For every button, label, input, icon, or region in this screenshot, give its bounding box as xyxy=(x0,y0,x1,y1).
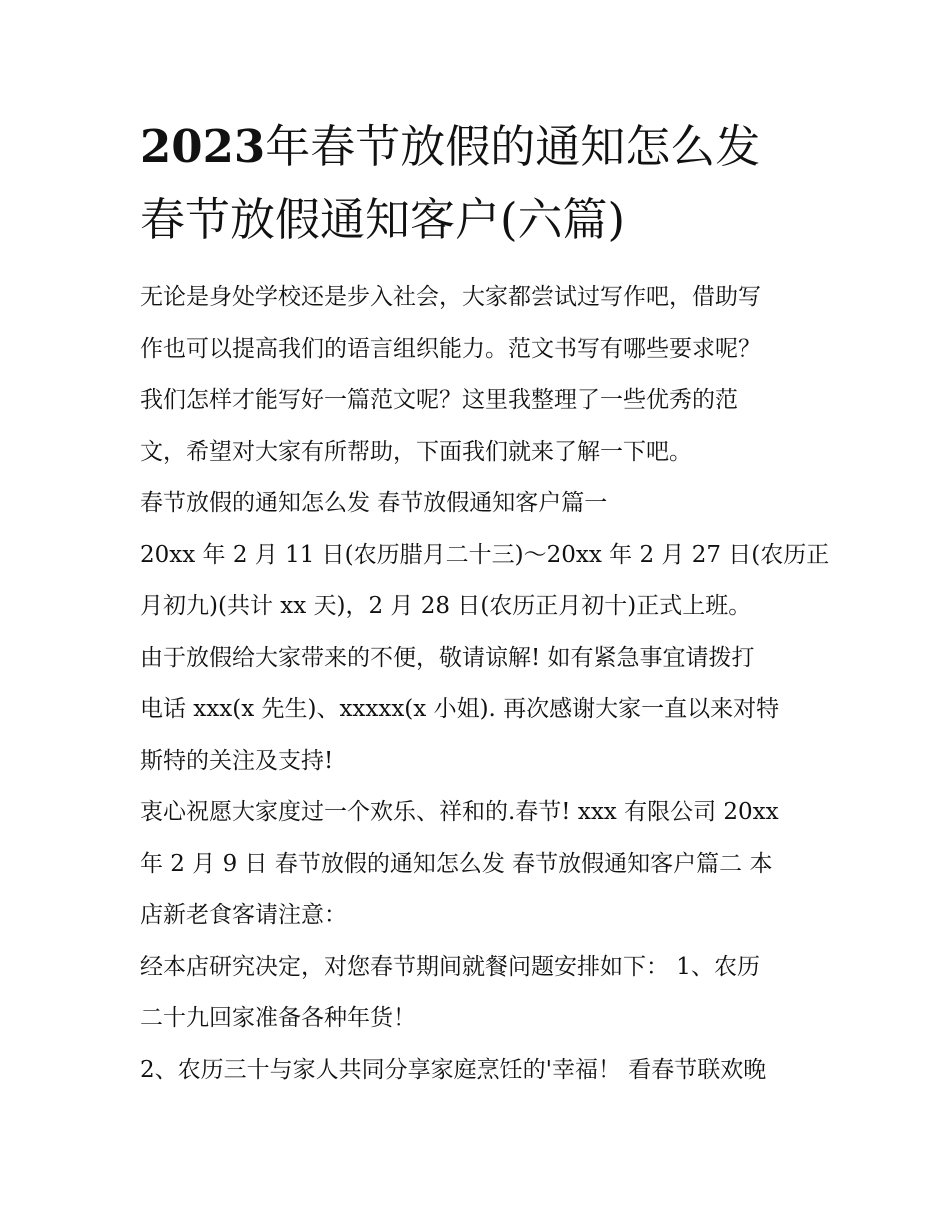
text-line: 年 2 月 9 日 春节放假的通知怎么发 春节放假通知客户篇二 本 xyxy=(140,850,773,877)
title-line-1-text: 年春节放假的通知怎么发 xyxy=(265,120,761,173)
paragraph-apology-contact xyxy=(140,633,812,788)
document-page xyxy=(140,110,830,1096)
title-line-2: 春节放假通知客户(六篇) xyxy=(140,193,626,246)
title-year: 2023 xyxy=(140,120,266,173)
text-line: 2、农历三十与家人共同分享家庭烹饪的'幸福！ 看春节联欢晚 xyxy=(140,1056,767,1083)
text-line: 月初九)(共计 xx 天)，2 月 28 日(农历正月初十)正式上班。 xyxy=(140,593,752,619)
text-line: 无论是身处学校还是步入社会，大家都尝试过写作吧，借助写 xyxy=(140,284,761,310)
paragraph-item-2 xyxy=(140,1045,812,1097)
paragraph-holiday-dates xyxy=(140,530,830,633)
paragraph-intro xyxy=(140,272,812,478)
text-line: 作也可以提高我们的语言组织能力。范文书写有哪些要求呢？ xyxy=(140,335,761,362)
text-line: 文，希望对大家有所帮助，下面我们就来了解一下吧。 xyxy=(140,438,692,465)
text-line: 店新老食客请注意： xyxy=(140,902,347,928)
text-line: 衷心祝愿大家度过一个欢乐、祥和的.春节! xxx 有限公司 20xx xyxy=(140,799,779,825)
text-line: 春节放假的通知怎么发 春节放假通知客户篇一 xyxy=(140,490,608,516)
text-line: 二十九回家准备各种年货！ xyxy=(140,1005,416,1031)
text-line: 电话 xxx(x 先生)、xxxxx(x 小姐). 再次感谢大家一直以来对特 xyxy=(140,696,780,722)
document-title xyxy=(140,110,812,256)
paragraph-arrangement xyxy=(140,942,812,1045)
text-line: 我们怎样才能写好一篇范文呢？这里我整理了一些优秀的范 xyxy=(140,387,738,413)
text-line: 20xx 年 2 月 11 日(农历腊月二十三)～20xx 年 2 月 27 日(农历正 xyxy=(140,541,830,568)
paragraph-wishes xyxy=(140,787,812,942)
document-body xyxy=(140,272,830,1096)
text-line: 斯特的关注及支持! xyxy=(140,747,334,774)
text-line: 由于放假给大家带来的不便，敬请谅解! 如有紧急事宜请拨打 xyxy=(140,644,755,671)
title-line-1 xyxy=(140,110,812,183)
paragraph-section-heading xyxy=(140,478,812,530)
text-line: 经本店研究决定，对您春节期间就餐问题安排如下： 1、农历 xyxy=(140,953,760,980)
